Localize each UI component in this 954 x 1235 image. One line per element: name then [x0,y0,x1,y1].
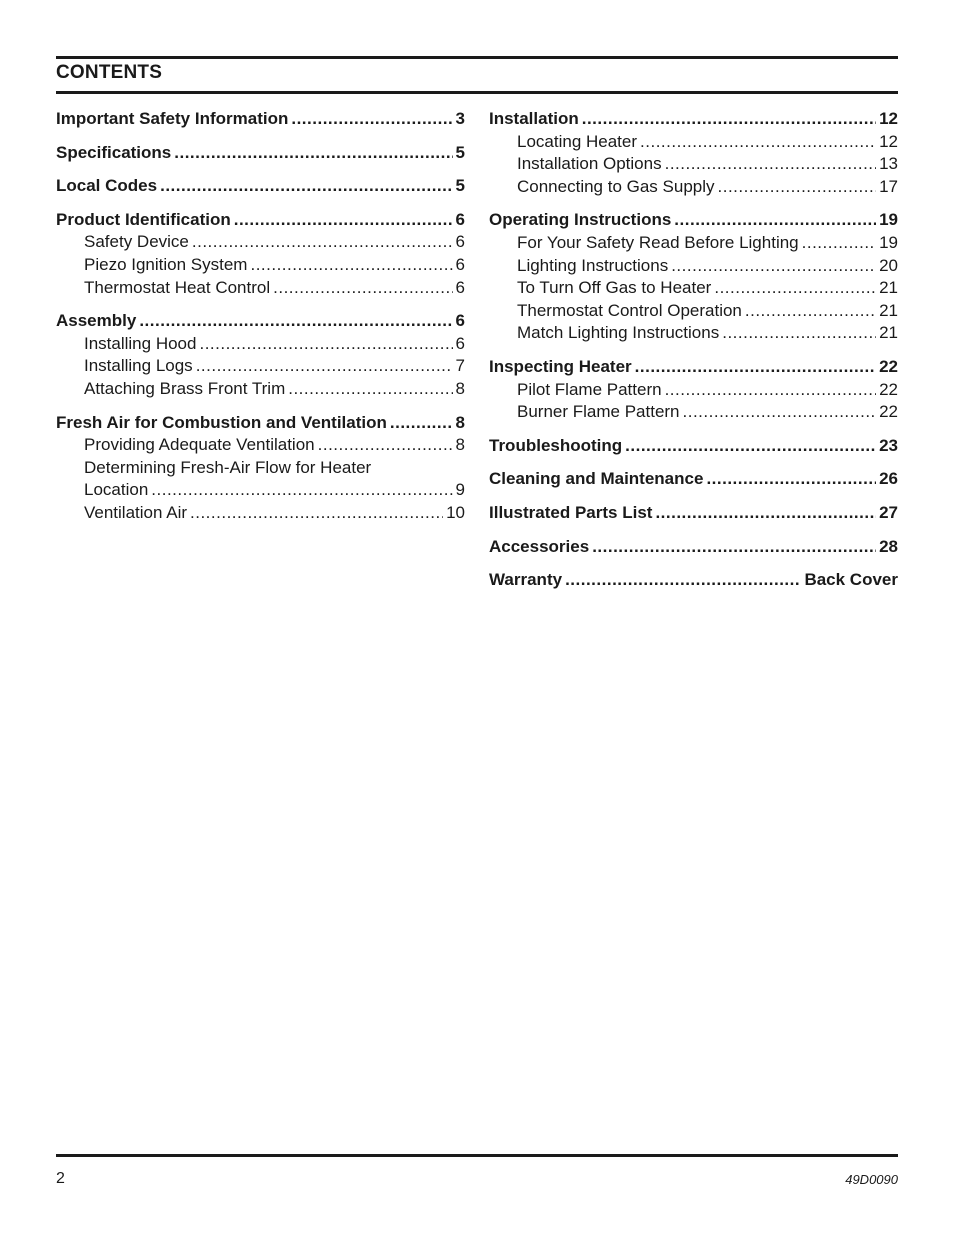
toc-label: Location [84,480,149,500]
toc-entry-gas-supply[interactable] [489,176,898,199]
toc-section-installation [489,108,898,198]
toc-page: 3 [455,109,465,128]
dot-leader [160,175,452,198]
dot-leader [592,536,876,559]
toc-label: Locating Heater [517,131,638,151]
toc-page: 23 [879,435,898,455]
dot-leader [250,254,452,277]
toc-entry-safety[interactable] [56,108,465,131]
dot-leader [273,277,452,300]
dot-leader [674,209,876,232]
toc-page: 6 [455,277,465,297]
toc-section-product-identification [56,209,465,299]
toc-label: Piezo Ignition System [84,254,248,274]
toc-label: Installation Options [517,154,662,174]
toc-label: Illustrated Parts List [489,502,653,522]
toc-label: Connecting to Gas Supply [517,176,715,196]
toc-page: 5 [455,176,465,196]
toc-page: 6 [455,209,465,229]
toc-entry-burner-flame[interactable] [489,401,898,424]
toc-section-inspecting [489,356,898,424]
dot-leader [640,131,876,154]
dot-leader [288,378,452,401]
dot-leader [318,434,453,457]
page-title: CONTENTS [56,62,163,83]
toc-page: 13 [879,154,898,174]
page-number: 2 [56,1170,65,1187]
dot-leader [291,108,452,131]
toc-page: 17 [879,176,898,196]
toc-entry-local-codes[interactable] [56,175,465,198]
toc-page: Back Cover [804,570,898,590]
toc-section-troubleshooting [489,435,898,458]
toc-page: 28 [879,536,898,556]
toc-page: 21 [879,300,898,320]
toc-page: 8 [455,378,465,398]
toc-label: Troubleshooting [489,435,623,455]
toc-entry-warranty[interactable] [489,569,898,592]
toc-entry-ventilation-air[interactable] [56,502,465,525]
toc-label: Pilot Flame Pattern [517,379,662,399]
toc-page: 6 [455,333,465,353]
toc-section-cleaning [489,468,898,491]
toc-label: Match Lighting Instructions [517,323,720,343]
dot-leader [655,502,876,525]
document-code: 49D0090 [845,1172,898,1187]
dot-leader [174,142,452,165]
toc-label: Accessories [489,536,590,556]
toc-left-column [56,108,465,536]
toc-entry-accessories[interactable] [489,536,898,559]
dot-leader [671,255,876,278]
toc-section-fresh-air [56,412,465,525]
dot-leader [565,569,801,592]
toc-entry-thermostat-operation[interactable] [489,300,898,323]
toc-section-safety [56,108,465,131]
toc-label: Lighting Instructions [517,255,669,275]
toc-section-operating [489,209,898,345]
dot-leader [199,333,452,356]
toc-label: Providing Adequate Ventilation [84,435,315,455]
dot-leader [139,310,452,333]
toc-entry-troubleshooting[interactable] [489,435,898,458]
dot-leader [190,502,443,525]
toc-label: Installation [489,109,579,128]
toc-page: 12 [879,131,898,151]
toc-label: Thermostat Control Operation [517,300,742,320]
toc-page: 8 [455,412,465,432]
toc-entry-lighting-instructions[interactable] [489,255,898,278]
toc-label: Burner Flame Pattern [517,402,680,422]
toc-entry-safety-before-lighting[interactable] [489,232,898,255]
heading-rule [56,91,898,94]
toc-page: 8 [455,435,465,455]
toc-page: 5 [455,142,465,162]
dot-leader [196,355,453,378]
toc-label: Important Safety Information [56,109,289,128]
toc-entry-piezo-ignition[interactable] [56,254,465,277]
toc-entry-fresh-air-flow-line1[interactable]: Determining Fresh-Air Flow for Heater [84,457,372,477]
toc-page: 21 [879,278,898,298]
dot-leader [665,379,877,402]
toc-page: 10 [446,502,465,522]
dot-leader [802,232,876,255]
toc-label: Ventilation Air [84,502,188,522]
toc-entry-specifications[interactable] [56,142,465,165]
dot-leader [390,412,453,435]
toc-entry-brass-front-trim[interactable] [56,378,465,401]
dot-leader [665,153,876,176]
toc-label: Specifications [56,142,172,162]
toc-entry-thermostat-heat-control[interactable] [56,277,465,300]
toc-page: 22 [879,379,898,399]
toc-page: 21 [879,323,898,343]
dot-leader [745,300,876,323]
toc-page: 9 [455,480,465,500]
dot-leader [714,277,876,300]
toc-label: Attaching Brass Front Trim [84,378,286,398]
toc-label: Safety Device [84,232,189,252]
toc-section-assembly [56,310,465,400]
toc-page: 26 [879,469,898,489]
toc-label: Installing Logs [84,356,193,376]
toc-page: 7 [455,356,465,376]
toc-right-column [489,108,898,603]
toc-page: 22 [879,402,898,422]
toc-label: Local Codes [56,176,158,196]
toc-page: 19 [879,210,898,230]
toc-label: To Turn Off Gas to Heater [517,278,712,298]
toc-entry-cleaning[interactable] [489,468,898,491]
toc-page: 6 [455,232,465,252]
toc-entry-installation[interactable] [489,108,898,131]
toc-page: 19 [879,232,898,252]
dot-leader [718,176,877,199]
toc-entry-safety-device[interactable] [56,231,465,254]
dot-leader [635,356,876,379]
toc-entry-installation-options[interactable] [489,153,898,176]
toc-label: For Your Safety Read Before Lighting [517,232,799,252]
toc-label: Warranty [489,570,563,590]
toc-label: Fresh Air for Combustion and Ventilation [56,412,387,432]
toc-section-local-codes [56,175,465,198]
toc-section-specifications [56,142,465,165]
toc-entry-locating-heater[interactable] [489,131,898,154]
dot-leader [582,108,876,131]
toc-section-warranty [489,569,898,592]
toc-entry-match-lighting[interactable] [489,322,898,345]
toc-label: Assembly [56,311,137,331]
toc-label: Installing Hood [84,333,197,353]
dot-leader [151,479,452,502]
footer-rule [56,1154,898,1157]
toc-entry-installing-logs[interactable] [56,355,465,378]
dot-leader [192,231,453,254]
top-rule [56,56,898,59]
toc-label: Product Identification [56,209,231,229]
toc-entry-turn-off-gas[interactable] [489,277,898,300]
toc-section-accessories [489,536,898,559]
toc-entry-adequate-ventilation[interactable] [56,434,465,457]
toc-label: Thermostat Heat Control [84,277,271,297]
toc-entry-fresh-air-flow[interactable] [56,479,465,502]
toc-page: 6 [455,311,465,331]
dot-leader [234,209,453,232]
dot-leader [706,468,876,491]
toc-page: 12 [879,109,898,128]
toc-label: Operating Instructions [489,210,672,230]
toc-page: 27 [879,502,898,522]
toc-entry-pilot-flame[interactable] [489,379,898,402]
dot-leader [683,401,877,424]
toc-entry-installing-hood[interactable] [56,333,465,356]
toc-section-parts [489,502,898,525]
toc-label: Inspecting Heater [489,356,632,376]
toc-page: 22 [879,356,898,376]
toc-page: 20 [879,255,898,275]
toc-entry-fresh-air[interactable] [56,412,465,435]
toc-entry-operating-instructions[interactable] [489,209,898,232]
dot-leader [722,322,876,345]
toc-entry-parts-list[interactable] [489,502,898,525]
dot-leader [625,435,876,458]
toc-label: Cleaning and Maintenance [489,469,704,489]
toc-entry-inspecting-heater[interactable] [489,356,898,379]
toc-entry-assembly[interactable] [56,310,465,333]
toc-entry-product-identification[interactable] [56,209,465,232]
toc-page: 6 [455,254,465,274]
